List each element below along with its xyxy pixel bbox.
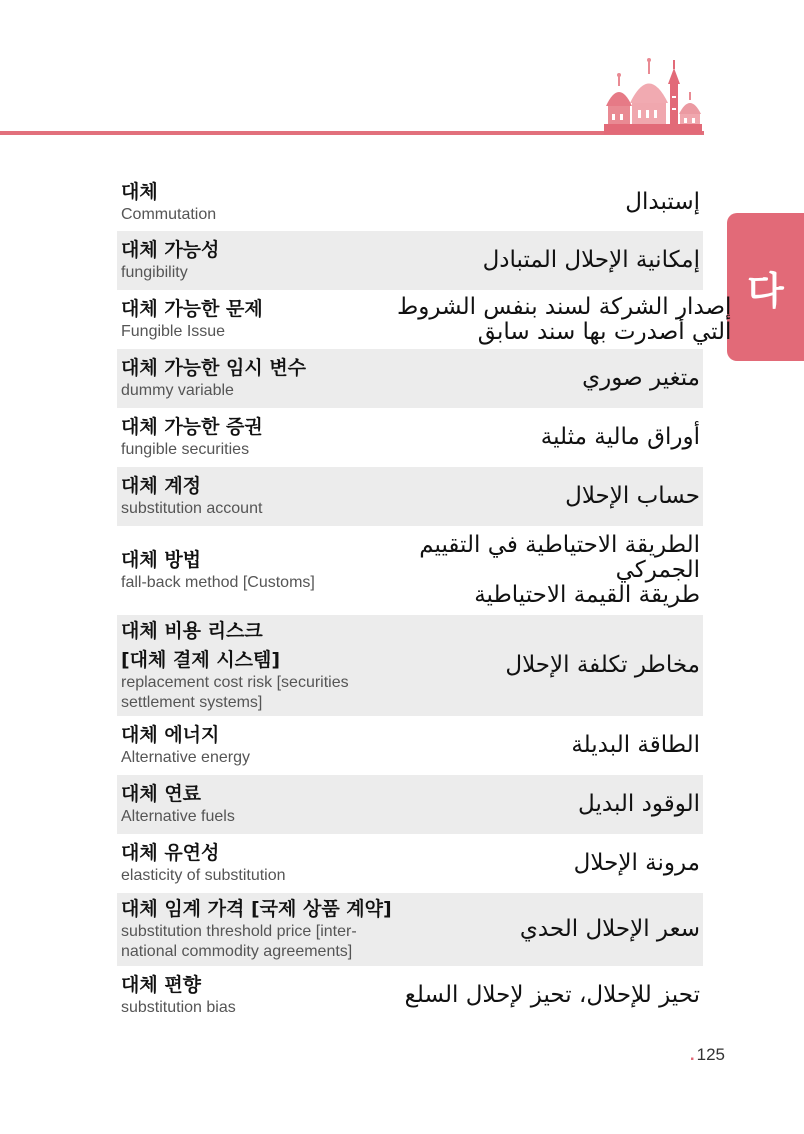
glossary-entry — [117, 615, 703, 716]
english-term: substitution bias — [121, 998, 236, 1016]
korean-term: 대체 가능한 임시 변수 — [121, 357, 307, 379]
glossary-entry — [117, 290, 732, 349]
english-term-continued: national commodity agreements] — [121, 943, 353, 960]
glossary-entry — [117, 408, 703, 467]
korean-term: 대체 — [121, 180, 158, 203]
korean-term: 대체 비용 리스크 — [121, 619, 263, 642]
arabic-term: الطاقة البديلة — [571, 732, 700, 758]
korean-term: 대체 가능성 — [121, 239, 220, 261]
english-term-continued: settlement systems] — [121, 693, 263, 711]
arabic-term: مخاطر تكلفة الإحلال — [505, 652, 700, 678]
glossary-list — [117, 173, 732, 1024]
arabic-term: أوراق مالية مثلية — [540, 424, 700, 450]
mosque-icon — [600, 56, 704, 134]
header-rule — [0, 131, 704, 135]
arabic-term: مرونة الإحلال — [573, 850, 700, 876]
glossary-entry — [117, 173, 703, 231]
glossary-entry — [117, 349, 703, 408]
arabic-term: الوقود البديل — [578, 791, 700, 817]
korean-term: 대체 방법 — [121, 549, 202, 571]
english-term: fall-back method [Customs] — [121, 574, 315, 591]
english-term: Commutation — [121, 205, 217, 223]
arabic-term: متغير صوري — [582, 365, 700, 391]
english-term: dummy variable — [121, 382, 234, 399]
english-term: fungible securities — [121, 441, 250, 458]
section-tab[interactable] — [727, 213, 804, 361]
korean-term: 대체 연료 — [121, 783, 202, 805]
english-term: substitution account — [121, 500, 263, 517]
english-term: fungibility — [121, 264, 188, 281]
glossary-entry — [117, 467, 703, 526]
korean-term: 대체 에너지 — [121, 724, 220, 746]
korean-term: 대체 가능한 증권 — [121, 416, 263, 438]
english-term: substitution threshold price [inter- — [121, 923, 357, 940]
english-term: replacement cost risk [securities — [121, 673, 349, 691]
korean-term-qualifier: [대체 결제 시스템] — [121, 648, 281, 671]
english-term: elasticity of substitution — [121, 867, 286, 884]
glossary-entry — [117, 966, 703, 1024]
glossary-entry — [117, 893, 703, 966]
arabic-term: إمكانية الإحلال المتبادل — [482, 247, 700, 273]
korean-term: 대체 계정 — [121, 475, 202, 497]
section-tab-label: 다 — [747, 268, 784, 313]
korean-term: 대체 편향 — [121, 973, 202, 996]
glossary-entry — [117, 526, 703, 615]
arabic-term: سعر الإحلال الحدي — [519, 916, 700, 942]
english-term: Fungible Issue — [121, 323, 226, 340]
arabic-term: إصدار الشركة لسند بنفس الشروط التي أصدرت بها سند سابق — [397, 293, 732, 345]
glossary-entry — [117, 231, 703, 290]
arabic-term: حساب الإحلال — [565, 483, 700, 509]
korean-term: 대체 가능한 문제 — [121, 298, 263, 320]
korean-term: 대체 유연성 — [121, 842, 220, 864]
glossary-entry — [117, 834, 703, 893]
arabic-term: تحيز للإحلال، تحيز لإحلال السلع — [404, 981, 700, 1008]
glossary-entry — [117, 716, 703, 775]
english-term: Alternative energy — [121, 749, 250, 766]
arabic-term: إستبدال — [625, 188, 700, 215]
page-number-dot: . — [689, 1045, 695, 1064]
glossary-entry — [117, 775, 703, 834]
korean-term: 대체 임계 가격 [국제 상품 계약] — [121, 898, 392, 920]
page-number: . 125 — [689, 1045, 725, 1064]
english-term: Alternative fuels — [121, 808, 235, 825]
arabic-term: الطريقة الاحتياطية في التقييم الجمركي طريقة القيمة الاحتياطية — [419, 532, 700, 608]
